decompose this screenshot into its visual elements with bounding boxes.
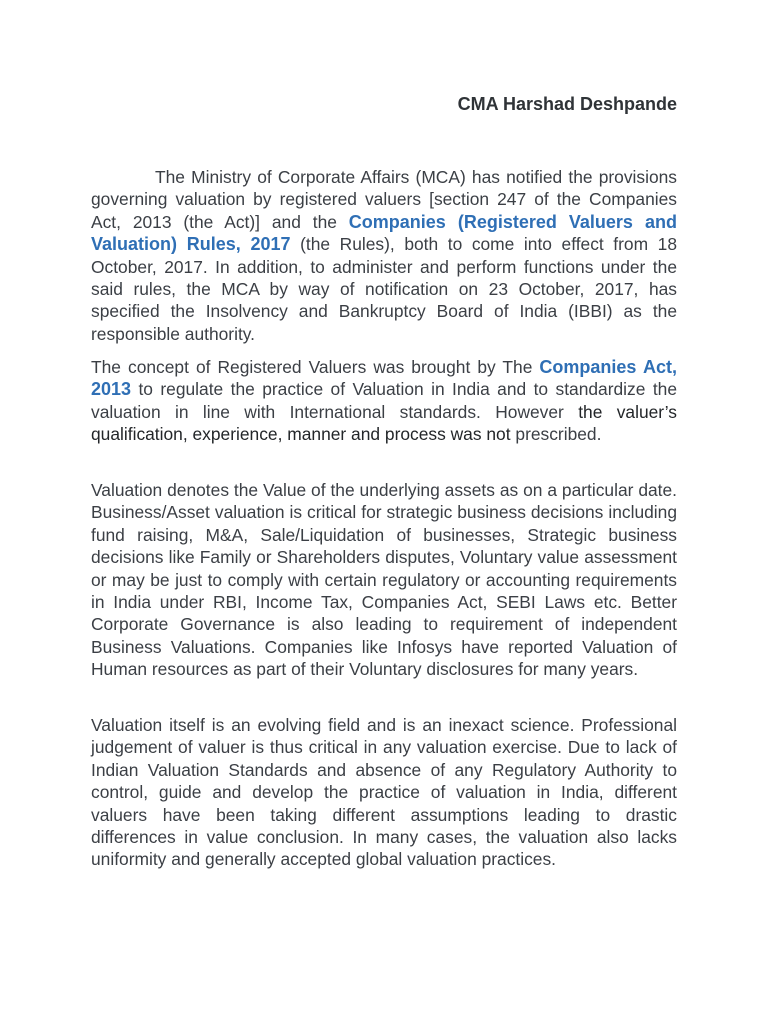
- paragraph-emphasis-text: the valuer’s qualification, experience, manner and process was not: [91, 401, 677, 445]
- paragraph-text: prescribed.: [510, 424, 602, 445]
- paragraph-valuation-definition: Valuation denotes the Value of the underlying assets as on a particular date. Business/Asset valuation is critical for strategic business decisions including fund raising, M&A, Sale/Liquidation of businesses, Strategic business decisions like Family or Shareholders disputes, Voluntary value assessment or may be just to comply with certain regulatory or accounting requirements in India under RBI, Income Tax, Companies Act, SEBI Laws etc. Better Corporate Governance is also leading to requirement of independent Business Valuations. Companies like Infosys have reported Valuation of Human resources as part of their Voluntary disclosures for many years.: [91, 480, 677, 680]
- author-name: CMA Harshad Deshpande: [457, 94, 677, 114]
- paragraph-valuation-field: Valuation itself is an evolving field and is an inexact science. Professional judgement of valuer is thus critical in any valuation exercise. Due to lack of Indian Valuation Standards and absence of any Regulatory Authority to control, guide and develop the practice of valuation in India, different valuers have been taking different assumptions leading to drastic differences in value conclusion. In many cases, the valuation also lacks uniformity and generally accepted global valuation practices.: [91, 715, 677, 870]
- paragraph-registered-valuers: [91, 356, 677, 446]
- paragraph-mca-notification: [91, 166, 677, 345]
- companies-act-2013-link[interactable]: Companies Act, 2013: [91, 357, 677, 400]
- rules-2017-link[interactable]: Companies (Registered Valuers and Valuation) Rules, 2017: [91, 211, 677, 255]
- paragraph-text: to regulate the practice of Valuation in India and to standardize the valuation in line with International standards. However: [91, 379, 677, 422]
- paragraph-text: (the Rules), both to come into effect from 18 October, 2017. In addition, to administer and perform functions under the said rules, the MCA by way of notification on 23 October, 2017, has specified the Insolvency and Bankruptcy Board of India (IBBI) as the responsible authority.: [91, 234, 678, 344]
- paragraph-text: The Ministry of Corporate Affairs (MCA) has notified the provisions governing valuation by registered valuers [section 247 of the Companies Act, 2013 (the Act)] and the: [91, 167, 677, 232]
- paragraph-text: The concept of Registered Valuers was brought by The: [91, 357, 540, 377]
